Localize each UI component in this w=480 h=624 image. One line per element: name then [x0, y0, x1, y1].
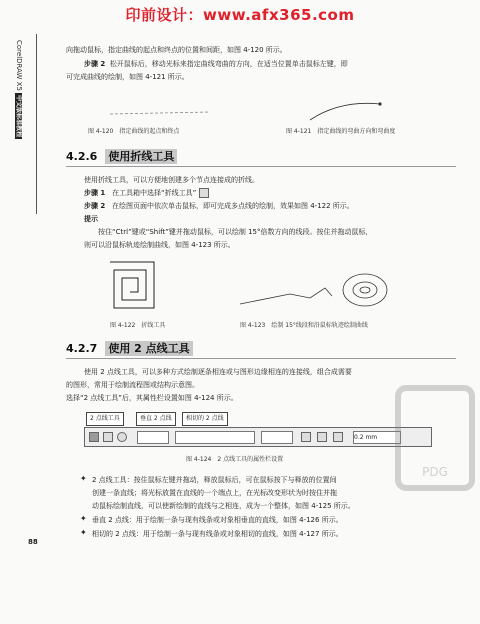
- spine-label: [15, 40, 24, 200]
- step2-a: [84, 58, 348, 70]
- to-front-icon[interactable]: [333, 432, 343, 442]
- wrap-text-icon[interactable]: [317, 432, 327, 442]
- section-4-2-6-heading: [66, 148, 177, 164]
- bullet-perpendicular: 垂直 2 点线：用于绘制一条与现有线条或对象相垂直的直线，如图 4-126 所示。: [92, 516, 343, 524]
- bullet-2-point-line-2: 创建一条直线；将光标放置在直线的一个端点上，在光标改变形状为时按住并拖: [92, 489, 337, 497]
- tip-text2: 则可以沿鼠标轨迹绘制曲线，如图 4-123 所示。: [84, 241, 235, 249]
- intro-line: 向拖动鼠标，指定曲线的起点和终点的位置和间距，如图 4-120 所示。: [66, 46, 287, 54]
- fig123-caption: 图 4-123 绘制 15°线段和沿鼠标轨迹绘制曲线: [240, 322, 368, 329]
- p426: 使用折线工具，可以方便地创建多个节点连接成的折线。: [84, 176, 259, 184]
- fig123-line: [240, 288, 332, 304]
- section-4-2-7-heading: [66, 340, 193, 356]
- page-number: 88: [28, 538, 38, 546]
- section-number: 4.2.6: [66, 150, 98, 163]
- polyline-figures: [100, 258, 460, 318]
- end-arrow-select[interactable]: [261, 431, 293, 444]
- fig120-line: [110, 112, 210, 114]
- fig122-spiral: [110, 262, 154, 308]
- start-arrow-select[interactable]: [137, 431, 169, 444]
- bullet-2-point-line-1: 2 点线工具：按住鼠标左键并拖动，释放鼠标后，可在鼠标按下与释放的位置间: [92, 476, 337, 484]
- bullet-icon: ✦: [80, 528, 87, 537]
- fig121-curve: [310, 103, 380, 120]
- site-watermark: 印前设计：www.afx365.com: [125, 6, 355, 24]
- spine-title: CorelDRAW X5: [15, 40, 23, 91]
- step1: [84, 187, 209, 199]
- bullet-tangent: 相切的 2 点线：用于绘制一条与现有线条或对象相切的直线，如图 4-127 所示。: [92, 530, 343, 538]
- perpendicular-line-icon[interactable]: [103, 432, 113, 442]
- section-rule: [66, 358, 456, 359]
- line-style-select[interactable]: [175, 431, 255, 444]
- step2-b: [84, 200, 354, 212]
- seal-text: PDG: [422, 465, 448, 479]
- fig120-caption: 图 4-120 指定曲线的起点和终点: [88, 128, 180, 135]
- tip-label: 提示: [84, 215, 98, 223]
- tangent-line-icon[interactable]: [117, 432, 127, 442]
- fig121-caption: 图 4-121 指定曲线的弯曲方向和弯曲度: [286, 128, 396, 135]
- section-title: 使用折线工具: [105, 149, 177, 164]
- section-title: 使用 2 点线工具: [105, 341, 192, 356]
- tip-text1: 按住“Ctrl”键或“Shift”键并拖动鼠标，可以绘制 15°倍数方向的线段。按住并拖动鼠标，: [98, 228, 373, 236]
- polyline-tool-icon: [199, 188, 209, 198]
- step2-b-text: 在绘图页面中依次单击鼠标，即可完成多点线的绘制，效果如图 4-122 所示。: [112, 202, 354, 210]
- outline-width-value: 0.2 mm: [354, 434, 378, 441]
- p427-line2: 的图形，常用于绘制流程图或结构示意图。: [66, 381, 199, 389]
- section-rule: [66, 166, 456, 167]
- fig124-caption: 图 4-124 2 点线工具的属性栏设置: [186, 456, 284, 463]
- section-number: 4.2.7: [66, 342, 98, 355]
- p427-line3: 选择“2 点线工具”后，其属性栏设置如图 4-124 所示。: [66, 394, 238, 402]
- property-bar: [84, 427, 432, 447]
- bullet-icon: ✦: [80, 474, 87, 483]
- spine-rule: [36, 34, 51, 214]
- fig123-curve-inner: [353, 282, 377, 298]
- callout-tangent-line: 相切的 2 点线: [182, 412, 228, 426]
- step2-a-text: 松开鼠标后，移动光标来指定曲线弯曲的方向，在适当位置单击鼠标左键，即: [109, 60, 348, 68]
- step2-b-label: 步骤 2: [84, 202, 106, 210]
- p427-line1: 使用 2 点线工具，可以多种方式绘制逐条相连或与图形边缘相连的连接线，组合成需要: [84, 368, 352, 376]
- seal-watermark: [390, 380, 480, 500]
- bullet-icon: ✦: [80, 514, 87, 523]
- close-curve-icon[interactable]: [301, 432, 311, 442]
- step2-a-text2: 可完成曲线的绘制，如图 4-121 所示。: [66, 73, 189, 81]
- fig123-curve-outer: [343, 274, 387, 306]
- 2-point-line-icon[interactable]: [89, 432, 99, 442]
- spine-badge: 中文版标准教程: [15, 95, 22, 138]
- step1-label: 步骤 1: [84, 189, 106, 197]
- fig121-end: [378, 102, 381, 105]
- step2-a-label: 步骤 2: [84, 60, 106, 68]
- step1-text: 在工具箱中选择“折线工具”: [112, 189, 197, 197]
- curve-figures: [70, 86, 470, 126]
- fig123-curve-core: [360, 287, 370, 293]
- bullet-2-point-line-3: 动鼠标绘制直线，可以使新绘制的直线与之相连，成为一个整体，如图 4-125 所示。: [92, 502, 355, 510]
- callout-2-point-line: 2 点线工具: [86, 412, 124, 426]
- fig122-caption: 图 4-122 折线工具: [110, 322, 166, 329]
- callout-perpendicular-line: 垂直 2 点线: [136, 412, 176, 426]
